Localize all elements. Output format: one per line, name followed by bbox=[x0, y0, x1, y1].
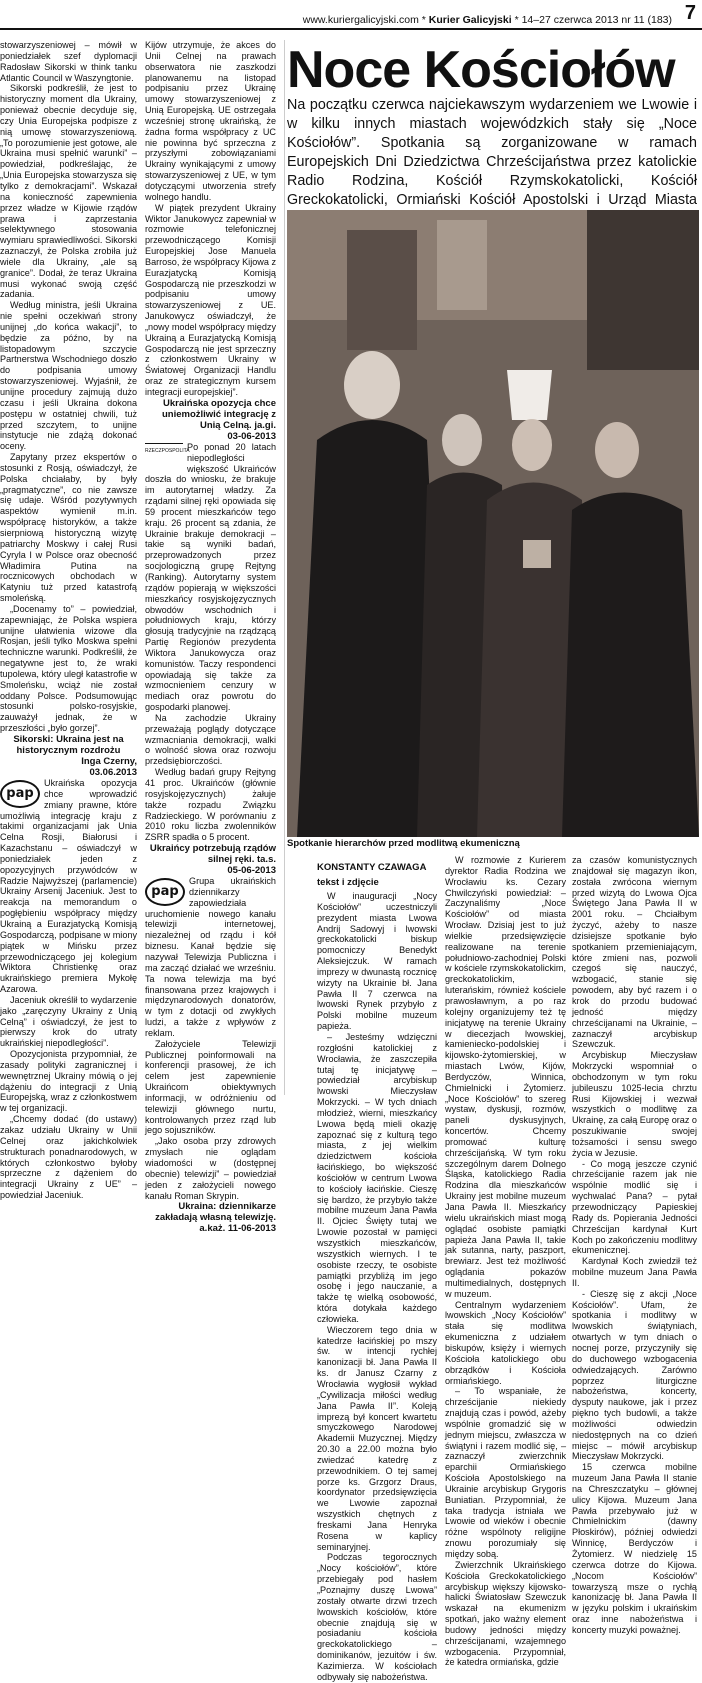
paragraph: Kijów utrzymuje, że akces do Unii Celnej na prawach obserwatora nie zaszkodzi planowanemu na listopad podpisaniu przez Ukrainę umowy stowarzyszeniowej z Unią Europejską. UE ostrzegała wcześniej stronę ukraińską, że żadna forma współpracy z UC nie powinna być sprzeczna z przyszłymi zobowiązaniami Ukrainy wynikającymi z umowy stowarzyszeniowej z UE, w tym dotyczącymi utworzenia strefy wolnego handlu. bbox=[145, 40, 276, 202]
article-column-1 bbox=[317, 862, 437, 1682]
news-date: 03-06-2013 bbox=[227, 430, 276, 442]
header-issue: * 14–27 czerwca 2013 nr 11 (183) bbox=[514, 14, 672, 26]
paragraph: Po ponad 20 latach niepodległości większość Ukraińców doszła do wniosku, że brakuje im autorytarnej władzy. Za rządami silnej ręki opowiada się 59 procent mieszkańców tego kraju. 26 procent są zdania, że Ukrainie brakuje demokracji – takie są wyniki badań, przeprowadzonych przez socjologiczną grupę Rejtyng (Ranking). Autorytarny system rządów popierają w większości mieszkańcy rosyjskojęzycznych obwodów wschodnich i południowych kraju, którzy głosują tradycyjnie na rządzącą Partię Regionów prezydenta Wiktora Janukowycza oraz komunistów. Taczy respondenci opowiadają się także za wzmocnieniem cenzury w mediach oraz powrotu do gospodarki planowej. bbox=[145, 441, 276, 713]
paragraph: „Jako osoba przy zdrowych zmysłach nie oglądam wiadomości w (dostępnej obecnie) telewizji” – powiedział jeden z założycieli nowego kanału Roman Skrypin. bbox=[145, 1136, 276, 1201]
paragraph: Na zachodzie Ukrainy przeważają poglądy dotyczące wzmacniania demokracji, walki o wolność słowa oraz rozwoju przedsiębiorczości. bbox=[145, 712, 276, 767]
news-headline-text: Ukraińska opozycja chce uniemożliwić integrację z Unią Celną. bbox=[161, 397, 276, 431]
article-column-2 bbox=[445, 855, 566, 1668]
news-author: ja.gi. bbox=[254, 419, 276, 431]
paragraph: Arcybiskup Mieczysław Mokrzycki wspomniał o obchodzonym w tym roku jubileuszu 1025-lecia chrztu Rusi Kijowskiej i wezwał wszystkich o modlitwę za Ukrainę, za całą Europę oraz o poszukiwanie swojej tożsamości i sensu swego życia w Jezusie. bbox=[572, 1050, 697, 1158]
news-headline-text: Ukraińcy potrzebują rządów silnej ręki. bbox=[149, 843, 276, 866]
paragraph: Opozycjonista przypomniał, że zasady polityki zagranicznej i wewnętrznej Ukrainy mówią o jej dążeniu do integracji z Unią Europejską, wraz z członkostwem w tej organizacji. bbox=[0, 1049, 137, 1114]
news-date bbox=[145, 1223, 276, 1234]
paragraph: 15 czerwca mobilne muzeum Jana Pawła II stanie na Chreszczatyku – głównej ulicy Kijowa. Muzeum Jana Pawła przebywało już w Chmielnickim (dawny Płoskirów), później odwiedzi Winnicę, Berdyczów i Żytomierz. W niedzielę 15 czerwca dotrze do Kijowa. „Nocom Kościołów” towarzyszą msze o rychłą kanonizację bł. Jana Pawła II w języku polskim i ukraińskim oraz inne nabożeństwa i koncerty muzyki poważnej. bbox=[572, 1462, 697, 1635]
news-author: ta.s. bbox=[256, 854, 276, 866]
news-headline bbox=[145, 843, 276, 865]
article-photo bbox=[287, 210, 699, 837]
news-author: Inga Czerny, bbox=[81, 756, 137, 767]
paragraph: Jaceniuk określił to wydarzenie jako „zaręczyny Ukrainy z Unią Celną” i oświadczył, że jest to pierwszy krok do utraty ukraińskiej niepodległości”. bbox=[0, 994, 137, 1049]
article-byline-author: KONSTANTY CZAWAGA bbox=[317, 862, 427, 873]
news-column-1 bbox=[0, 40, 137, 1201]
article-column-3 bbox=[572, 855, 697, 1635]
news-author: a.każ. bbox=[199, 1223, 226, 1235]
paragraph: - Co mogą jeszcze czynić chrześcijanie razem jak nie wspólnie modlić się i wychwalać Pana? – pytał przewodniczący Papieskiej Rady ds. Popierania Jedności Chrześcijan kardynał Kurt Koch po zakończeniu modlitwy ekumenicznej. bbox=[572, 1158, 697, 1256]
paragraph: W piątek prezydent Ukrainy Wiktor Janukowycz zapewniał w rozmowie telefonicznej przewodniczącego Komisji Europejskiej Jose Manuela Barroso, że współpracy Kijowa z Eurazjatycką Komisją Gospodarczą nie przeszkodzi w podpisaniu umowy stowarzyszeniowej z UE. Janukowycz oświadczył, że „nowy model współpracy między Ukrainą a Eurazjatycką Komisją Gospodarczą nie jest sprzeczny z członkostwem Ukrainy w Światowej Organizacji Handlu oraz ze strategicznym kursem integracji europejskiej”. bbox=[145, 202, 276, 397]
paragraph: – To wspaniałe, że chrześcijanie niekiedy znajdują czas i powód, ażeby wspólnie gromadzić się w jednym miejscu, zwłaszcza w świątyni i razem modlić się, – zaznaczył zwierzchnik eparchii Ormiańskiego Kościoła Apostolskiego na Ukrainie arcybiskup Grygoris Buniatian. Przypomniał, że taka tradycja istniała we Lwowie od wieków i obecnie różne wspólnoty religijne znowu porozumiały się między sobą. bbox=[445, 1386, 566, 1559]
page-number: 7 bbox=[684, 2, 696, 24]
paragraph: – Jesteśmy wdzięczni rozgłośni katolickiej z Wrocławia, że zaszczepiła tutaj tę inicjatywę – powiedział arcybiskup lwowski Mieczysław Mokrzycki. – W tych dniach młodzież, wierni, mieszkańcy Lwowa będą mieli okazję zapoznać się z kulturą tego miasta, z jej wielkim dziedzictwem kościoła łacińskiego, bo większość kościołów w centrum Lwowa to kościoły łacińskie. Cieszę się bardzo, że przybyło także mobilne muzeum Jana Pawła II. Ojciec Święty tutaj we Lwowie pozostał w pamięci wszystkich mieszkańców, wszystkich wiernych. I te osobiste rzeczy, te osobiste pamiątki przybliżą im jego osobę i jego nauczanie, a także tę wielką osobowość, która dotykała każdego człowieka. bbox=[317, 1031, 437, 1324]
article-byline-role: tekst i zdjęcie bbox=[317, 876, 379, 888]
paragraph: - Cieszę się z akcji „Noce Kościołów”. Ufam, że spotkania i modlitwy w lwowskich świątyniach, otwartych w tym dniach o nocnej porze, przyczyniły się do duchowego wzbogacenia odwiedzających. Zarówno poprzez liturgiczne nabożeństwa, koncerty, dysputy naukowe, jak i przez piękno tych budowli, a także możliwości odwiedzin niedostępnych na co dzień miejsc – mówił arcybiskup Mieczysław Mokrzycki. bbox=[572, 1288, 697, 1462]
paragraph: Sikorski podkreślił, że jest to historyczny moment dla Ukrainy, ponieważ obecnie decyduje się, czy Unia Europejska podpisze z nią umowę stowarzyszeniową. „To porozumienie jest gotowe, ale Ukraina musi spełnić warunki” – powiedział, podkreślając, że „Unia Europejska stowarzysza się tylko z demokracjami”. Wskazał na konieczność zapewnienia przez władze w Kijowie rządów prawa i zaprzestania selektywnego stosowania wymiaru sprawiedliwości. Sikorski zaznaczył, że Polska zrobiła już wiele dla Ukrainy, „ale są granice”. Dodał, że teraz Ukraina musi wykonać swoją część zadania. bbox=[0, 83, 137, 300]
paragraph: stowarzyszeniowej – mówił w poniedziałek szef dyplomacji Radosław Sikorski w think tanku Atlantic Council w Waszyngtonie. bbox=[0, 40, 137, 83]
paragraph: Założyciele Telewizji Publicznej poinformowali na konferencji prasowej, że ich celem jest zapewnienie Ukraińcom obiektywnych informacji, w odróżnieniu od telewizji głównego nurtu, kontrolowanych przez rząd lub jego sojuszników. bbox=[145, 1038, 276, 1136]
pap-logo: pap bbox=[145, 878, 185, 906]
paragraph: Zapytany przez ekspertów o stosunki z Rosją, oświadczył, że Polska chciałaby, by były „pragmatyczne”, co nie zawsze się udaje. Wśród pozytywnych aspektów wymienił m.in. współpracę historyków, a także sierpniową historyczną wizytę patriarchy Moskwy i całej Rusi Cyryla I w Polsce oraz obecność Władimira Putina na rocznicowych obchodach w Katyniu tuż przed katastrofą smoleńską. bbox=[0, 452, 137, 604]
header-site: www.kuriergalicyjski.com bbox=[302, 14, 419, 26]
header-rule bbox=[0, 28, 702, 30]
news-headline bbox=[145, 398, 276, 431]
paragraph: Kardynał Koch zwiedził też mobilne muzeum Jana Pawła II. bbox=[572, 1256, 697, 1288]
paragraph: Ukraińska opozycja chce wprowadzić zmiany prawne, które umożliwią integrację kraju z takimi organizacjami jak Unia Celna Rosji, Białorusi i Kazachstanu – oświadczył w poniedziałek jeden z opozycyjnych przywódców w Radzie Najwyższej (parlamencie) Ukrainy Arsenij Jaceniuk. Jest to reakcja na memorandum o pogłębieniu współpracy między Ukrainą a Eurazjatycką Komisją Gospodarczą, podpisane w miony piątek w Mińsku przez przewodniczącego jej kolegium Wiktora Christienkę oraz ukraińskiego premiera Mykołę Azarowa. bbox=[0, 778, 137, 995]
paragraph: „Docenamy to” – powiedział, zapewniając, że Polska wspiera unijne ułatwienia wizowe dla Rosjan, jeśli tylko Moskwa spełni techniczne warunki. Podkreślił, że negatywne jest to, że wraki tupolewa, który uległ katastrofie w Smoleńsku, wciąż nie został oddany Polsce. Podsumowując stosunki polsko-rosyjskie, zauważył jednak, że w przeszłości „było gorzej”. bbox=[0, 603, 137, 734]
news-headline: Ukraina: dziennikarze zakładają własną telewizję. bbox=[155, 1201, 276, 1224]
paragraph: Wieczorem tego dnia w katedrze łacińskiej po mszy św. w intencji rychłej kanonizacji bł. Jana Pawła II ks. dr Janusz Czarny z Wrocławia wygłosił wykład „Cywilizacja miłości według Jana Pawła II”. Koleją imprezą był koncert kwartetu smyczkowego Narodowej Akademii Muzycznej. Między 20.30 a 22.00 można było zwiedzać katedrę z przewodnikiem. O tej samej porze ks. Grzgorz Draus, koordynator przedsięwzięcia we Lwowie zapoznał wszystkich chętnych z freskami Jana Henryka Rosena w kaplicy seminaryjnej. bbox=[317, 1324, 437, 1552]
paragraph: Centralnym wydarzeniem lwowskich „Nocy Kościołów” stała się modlitwa ekumeniczna z udziałem biskupów, księży i wiernych Kościoła katolickiego obu obrządków i Kościoła ormiańskiego. bbox=[445, 1299, 566, 1386]
paragraph: Grupa ukraińskich dziennikarzy zapowiedziała uruchomienie nowego kanału telewizji internetowej, niezależnej od rządu i kół biznesu. Kanał będzie się nazywał Telewizja Publiczna i ma zacząć działać we wrześniu. Ta nowa telewizja ma być finansowana przez krajowych i międzynarodowych donatorów, w tym z dotacji od zwykłych ludzi, a także z wpływów z reklam. bbox=[145, 876, 276, 1038]
column-divider bbox=[284, 40, 285, 1095]
news-column-2 bbox=[145, 40, 276, 1235]
pap-logo: pap bbox=[0, 780, 40, 808]
paragraph: Według badań grupy Rejtyng 41 proc. Ukraińców (głównie rosyjskojęzycznych) żałuje także rozpadu Związku Radzieckiego. W porównaniu z 2010 roku liczba zwolenników ZSRR spadła o 5 procent. bbox=[145, 767, 276, 843]
rzeczpospolita-logo: RZECZPOSPOLITA bbox=[145, 443, 183, 464]
header-masthead bbox=[303, 14, 672, 26]
article-title: Noce Kościołów bbox=[287, 41, 675, 99]
paragraph: Zwierzchnik Ukraińskiego Kościoła Greckokatolickiego arcybiskup większy kijowsko-halicki Światosław Szewczuk wskazał na ekumenizm spotkań, jako ważny element budowy jedności między chrześcijanami, wzajemnego wzbogacenia. Przypomniał, że katedra ormiańska, gdzie bbox=[445, 1559, 566, 1668]
header-paper: Kurier Galicyjski bbox=[428, 14, 512, 26]
news-date-text: 11-06-2013 bbox=[227, 1223, 276, 1235]
paragraph: Według ministra, jeśli Ukraina nie spełni oczekiwań strony unijnej „do końca wakacji”, to będzie za późno, by na listopadowym szczycie Partnerstwa Wschodniego doszło do podpisania umowy stowarzyszeniowej. Wyjaśnił, że unijne procedury zajmują dużo czasu i jeśli Ukraina dokona postępu w ostatniej chwili, tuż przed szczytem, to unijne instytucje nie zdążą dokonać oceny. bbox=[0, 300, 137, 452]
article-lead: Na początku czerwca najciekawszym wydarzeniem we Lwowie i w kilku innych miastach wojewódzkich stały się „Noce Kościołów”. Spotkania są zorganizowane w ramach Europejskich Dni Dziedzictwa Chrześcijaństwa przez katolickie Radio Rodzina, Kościół Rzymskokatolicki, Kościół Greckokatolicki, Ormiański Kościół Apostolski i Urząd Miasta bbox=[287, 97, 697, 208]
paragraph: W rozmowie z Kurierem dyrektor Radia Rodzina we Wrocławiu ks. Cezary Chwilczyński powiedział: – Zaczynaliśmy „Noce Kościołów” od miasta Wrocław. Dzisiaj jest to już wielkie przedsięwzięcie realizowane na terenie południowo-zachodniej Polski w kościele rzymskokatolickim, greckokatolickim, luterańskim, również kościele prawosławnym, a po raz kolejny organizujemy też tę inicjatywę na terenie Ukrainy w diecezjach lwowskiej, kamieniecko-podolskiej i kijowsko-żytomierskiej, w miastach Lwów, Kijów, Berdyczów, Winnica, Chmielnicki i Żytomierz. „Noce Kościołów” to szereg wystaw, dyskusji, rozmów, paneli dyskusyjnych, koncertów. Chcemy promować kulturę chrześcijańską. W tym roku szczególnym darem Dolnego Śląska, katolickiego Radia Rodzina dla mieszkańców Ukrainy jest mobilne muzeum Jana Pawła II. Mieszkańcy wielu ukraińskich miast mogą oglądać osobiste pamiątki papieża Jana Pawła II, takie jak sutanna, narty, paszport, brewiarz. Jest też możliwość oglądania pokazów multimedialnych, dostępnych w muzeum. bbox=[445, 855, 566, 1299]
photo-illustration bbox=[287, 210, 699, 837]
paragraph: Podczas tegorocznych „Nocy kościołów”, które przebiegały pod hasłem „Poznajmy duszę Lwowa” zostały otwarte drzwi trzech lwowskich kościołów, które obecnie znajdują się w posiadaniu kościoła greckokatolickiego – dominikanów, jezuitów i św. Kazimierza. W kościołach odbywały się nabożeństwa. bbox=[317, 1552, 437, 1682]
paragraph: W inauguracji „Nocy Kościołów” uczestniczyli prezydent miasta Lwowa Andrij Sadowyj i lwowski greckokatolicki biskup pomocniczy Benedykt Aleksiejczuk. W ramach imprezy w dwunastą rocznicę wizyty na Ukrainie bł. Jana Pawła II 7 czerwca na lwowski Rynek przybyło z Polski mobilne muzeum papieża. bbox=[317, 891, 437, 1032]
paragraph: „Chcemy dodać (do ustawy) zakaz udziału Ukrainy w Unii Celnej oraz jakichkolwiek strukturach ponadnarodowych, w których członkostwo byłoby sprzeczne z dążeniem do integracji Ukrainy z UE” – powiedział Jaceniuk. bbox=[0, 1114, 137, 1201]
news-date: 05-06-2013 bbox=[227, 865, 276, 877]
news-headline: Sikorski: Ukraina jest na historycznym rozdrożu bbox=[13, 734, 124, 756]
news-date: 03.06.2013 bbox=[89, 767, 137, 778]
paragraph: za czasów komunistycznych znajdował się magazyn ikon, została zwrócona wiernym przed wizytą do Lwowa Ojca Świętego Jana Pawła II w 2001 roku. – Chciałbym życzyć, ażeby to nasze dzisiejsze spotkanie było spotkaniem przemieniającym, które zmieni nas, pozwoli czegoś się nauczyć, wzbogacić, stanie się powodem, aby być razem i o krok do przodu budować jedność między chrześcijanami na Ukrainie, – zaznaczył arcybiskup Szewczuk. bbox=[572, 855, 697, 1050]
header-separator: * bbox=[421, 14, 426, 26]
photo-caption: Spotkanie hierarchów przed modlitwą ekumeniczną bbox=[287, 838, 520, 849]
page-header bbox=[0, 0, 702, 28]
